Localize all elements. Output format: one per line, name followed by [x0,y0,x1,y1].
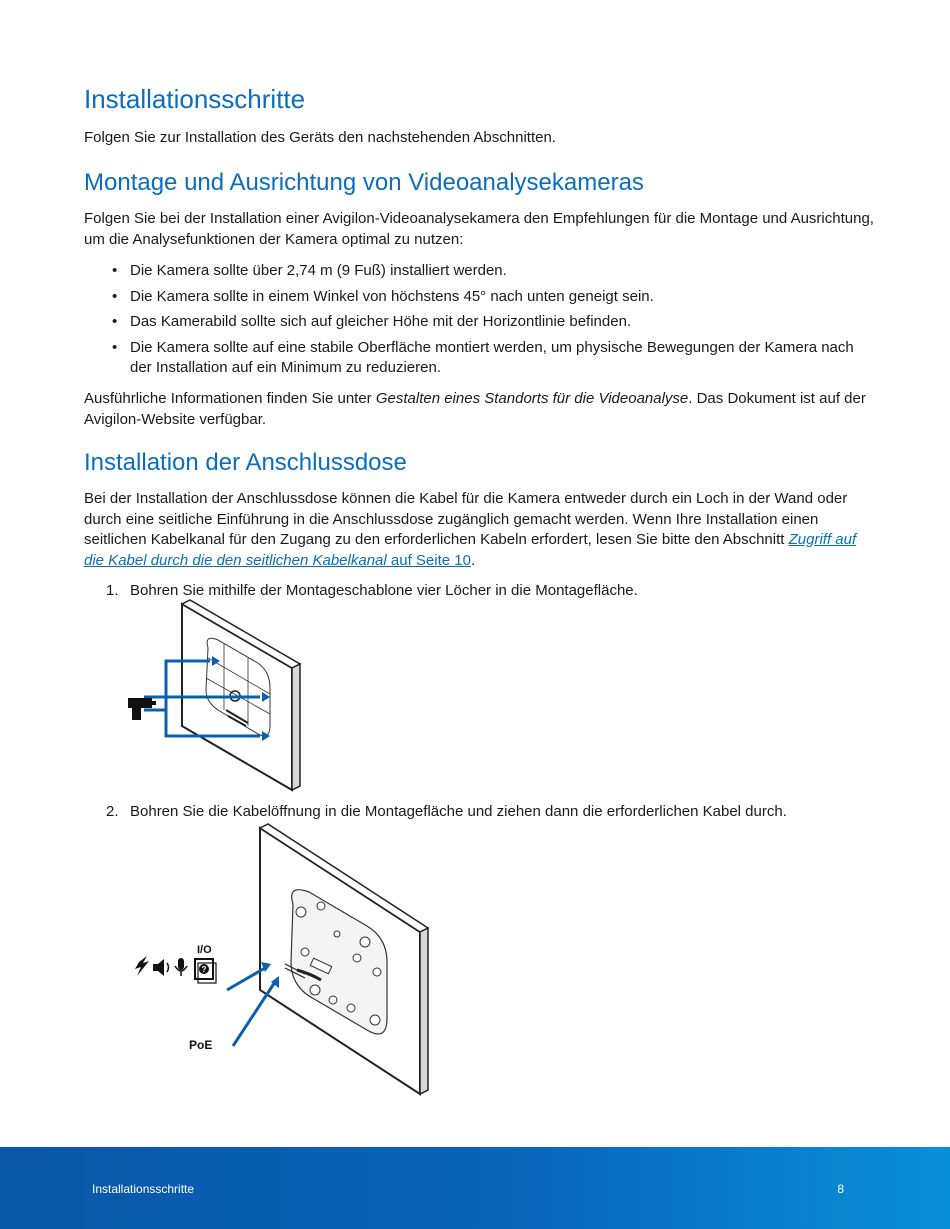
step-number: 1. [106,582,119,599]
mounting-recommendations-list [84,261,874,384]
step-text: Bohren Sie mithilfe der Montageschablone vier Löcher in die Montagefläche. [130,582,638,599]
footer-title: Installationsschritte [92,1182,195,1196]
list-item: • Die Kamera sollte auf eine stabile Oberfläche montiert werden, um physische Bewegungen der Kamera nach der Installation auf ein Minimum zu reduzieren. [84,338,874,379]
io-icon [195,944,216,983]
svg-text:?: ? [201,965,207,974]
mounting-heading: Montage und Ausrichtung von Videoanalysekameras [84,169,644,196]
side-conduit-link-text[interactable]: Zugriff auf die Kabel durch die den seitlichen Kabelkanal [84,531,857,569]
list-item: • Das Kamerabild sollte sich auf gleicher Höhe mit der Horizontlinie befinden. [84,312,874,333]
junction-intro [84,489,874,571]
junction-intro-text: Bei der Installation der Anschlussdose können die Kabel für die Kamera entweder durch ein Loch in der Wand oder durch eine seitliche Einführung in die Anschlussdose zugänglich gemacht werden. Wenn Ihre Installation einen seitlichen Kabelkanal für den Zugang zu den erforderlichen Kabeln erfordert, lesen Sie bitte den Abschnitt [84,490,848,548]
junction-intro-end: . [470,551,476,569]
figure-drill-holes [120,598,310,798]
more-info-suffix: . Das Dokument ist auf der Avigilon-Website verfügbar. [84,390,866,428]
poe-label: PoE [189,1038,213,1052]
power-icon [135,956,149,976]
list-item: • Die Kamera sollte über 2,74 m (9 Fuß) installiert werden. [84,261,874,282]
page-number: 8 [837,1182,844,1196]
page-reference-link[interactable]: auf Seite 10 [386,551,471,569]
junction-heading: Installation der Anschlussdose [84,449,407,476]
more-info-paragraph [84,389,874,430]
step-text: Bohren Sie die Kabelöffnung in die Montagefläche und ziehen dann die erforderlichen Kabel durch. [130,803,787,820]
figure-cable-opening [125,822,470,1102]
step-number: 2. [106,803,119,820]
io-label: I/O [197,944,212,956]
document-reference: Gestalten eines Standorts für die Videoanalyse [375,390,689,407]
page-footer [0,1147,950,1229]
more-info-prefix: Ausführliche Informationen finden Sie unter [84,390,376,407]
page-title: Installationsschritte [84,84,306,114]
audio-out-icon [153,959,169,976]
section-intro: Folgen Sie zur Installation des Geräts den nachstehenden Abschnitten. [84,129,556,146]
microphone-icon [175,958,187,976]
mounting-intro: Folgen Sie bei der Installation einer Avigilon-Videoanalysekamera den Empfehlungen für die Montage und Ausrichtung, um die Analysefunktionen der Kamera optimal zu nutzen: [84,210,874,248]
list-item: • Die Kamera sollte in einem Winkel von höchstens 45° nach unten geneigt sein. [84,287,874,308]
